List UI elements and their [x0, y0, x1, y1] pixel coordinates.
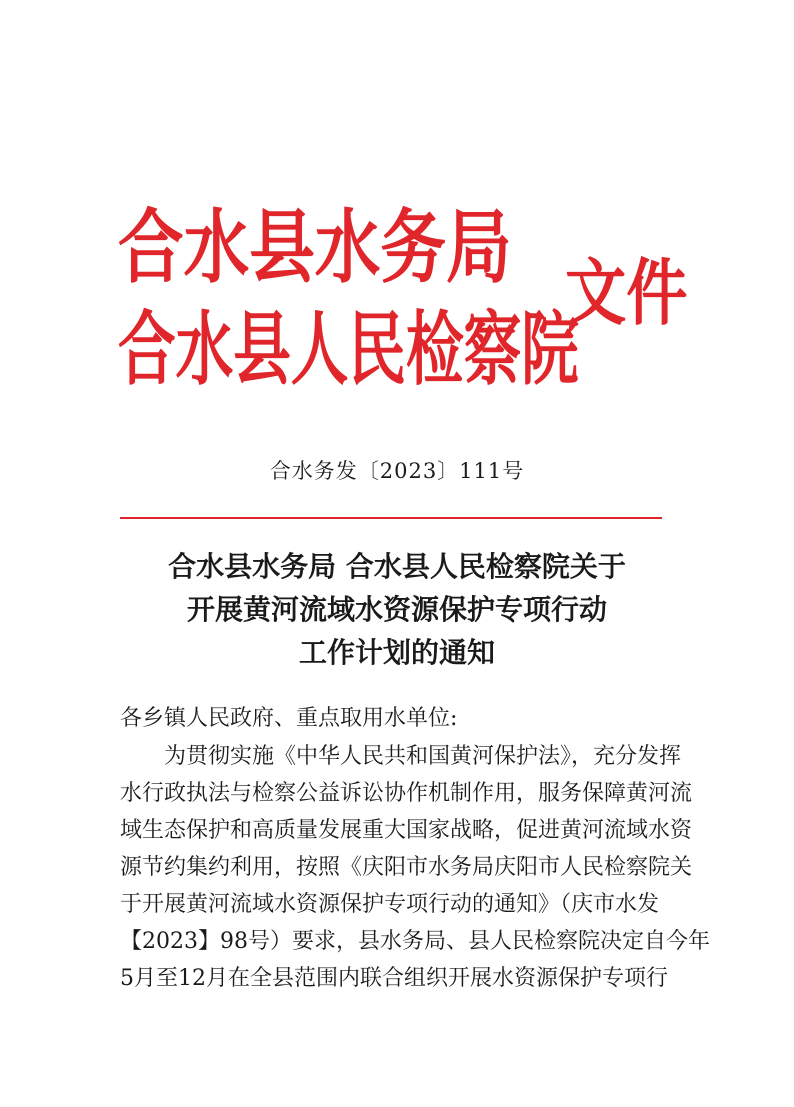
document-number: 合水务发〔2023〕111号: [269, 459, 525, 483]
title-line: 开展黄河流域水资源保护专项行动: [186, 593, 607, 626]
body-text: [120, 738, 710, 997]
body-line: 为贯彻实施《中华人民共和国黄河保护法》，充分发挥: [164, 744, 682, 769]
document-title: [0, 545, 794, 674]
title-line: 工作计划的通知: [298, 636, 495, 669]
body-line: 于开展黄河流域水资源保护专项行动的通知》（庆市水发: [120, 892, 660, 917]
red-divider-line: [120, 517, 662, 519]
title-line: 合水县水务局 合水县人民检察院关于: [168, 550, 626, 583]
red-header: [118, 195, 688, 405]
addressee: 各乡镇人民政府、重点取用水单位:: [120, 706, 458, 731]
body-line: 源节约集约利用，按照《庆阳市水务局庆阳市人民检察院关: [120, 855, 693, 880]
body-line: 【2023】98号）要求，县水务局、县人民检察院决定自今年: [120, 929, 710, 954]
body-line: 5月至12月在全县范围内联合组织开展水资源保护专项行: [120, 966, 668, 991]
body-line: 水行政执法与检察公益诉讼协作机制作用，服务保障黄河流: [120, 781, 693, 806]
issuing-org-procuratorate: 合水县人民检察院: [118, 303, 579, 396]
body-line: 域生态保护和高质量发展重大国家战略，促进黄河流域水资: [120, 818, 693, 843]
document-type-label: 文件: [565, 251, 688, 335]
issuing-org-water-bureau: 合水县水务局: [118, 201, 512, 294]
